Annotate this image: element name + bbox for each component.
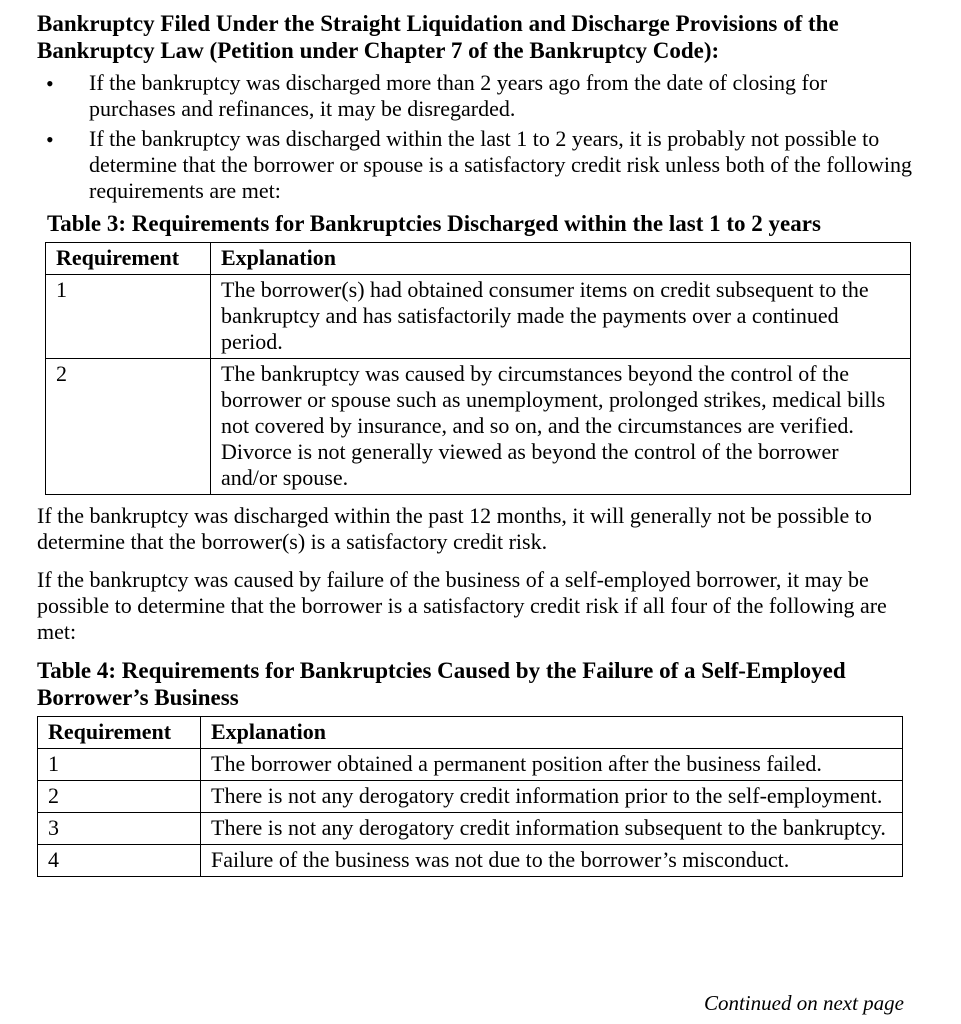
bullet-item xyxy=(37,70,917,122)
column-header-explanation: Explanation xyxy=(211,243,911,275)
table3-caption: Table 3: Requirements for Bankruptcies Discharged within the last 1 to 2 years xyxy=(47,211,821,236)
table-header-row xyxy=(46,243,911,275)
table-header-row xyxy=(38,717,903,749)
requirement-cell: 2 xyxy=(38,781,201,813)
requirement-cell: 4 xyxy=(38,845,201,877)
section-heading: Bankruptcy Filed Under the Straight Liquidation and Discharge Provisions of the Bankruptcy Law (Petition under Chapter 7 of the Bankruptcy Code): xyxy=(37,11,839,63)
explanation-cell: There is not any derogatory credit information subsequent to the bankruptcy. xyxy=(201,813,903,845)
paragraph: If the bankruptcy was discharged within the past 12 months, it will generally not be possible to determine that the borrower(s) is a satisfactory credit risk. xyxy=(37,503,872,554)
table-row xyxy=(38,845,903,877)
table-row xyxy=(46,275,911,359)
explanation-cell: Failure of the business was not due to the borrower’s misconduct. xyxy=(201,845,903,877)
column-header-requirement: Requirement xyxy=(46,243,211,275)
explanation-cell: The borrower obtained a permanent position after the business failed. xyxy=(201,749,903,781)
table-row xyxy=(38,781,903,813)
table-row xyxy=(38,749,903,781)
paragraph: If the bankruptcy was caused by failure of the business of a self-employed borrower, it may be possible to determine that the borrower is a satisfactory credit risk if all four of the following are met: xyxy=(37,567,887,644)
bullet-text: If the bankruptcy was discharged within the last 1 to 2 years, it is probably not possible to determine that the borrower or spouse is a satisfactory credit risk unless both of the following requirements are met: xyxy=(89,126,912,203)
table-row xyxy=(38,813,903,845)
requirement-cell: 3 xyxy=(38,813,201,845)
column-header-requirement: Requirement xyxy=(38,717,201,749)
document-page xyxy=(37,10,917,877)
explanation-cell: The bankruptcy was caused by circumstances beyond the control of the borrower or spouse such as unemployment, prolonged strikes, medical bills not covered by insurance, and so on, and the circumstances are verified. Divorce is not generally viewed as beyond the control of the borrower and/or spouse. xyxy=(211,359,911,495)
bullet-icon: • xyxy=(46,127,54,152)
requirement-cell: 2 xyxy=(46,359,211,495)
explanation-cell: There is not any derogatory credit information prior to the self-employment. xyxy=(201,781,903,813)
table3 xyxy=(45,242,911,495)
requirement-cell: 1 xyxy=(38,749,201,781)
table-row xyxy=(46,359,911,495)
continued-note: Continued on next page xyxy=(703,991,904,1015)
bullet-list xyxy=(37,70,917,204)
bullet-text: If the bankruptcy was discharged more than 2 years ago from the date of closing for purchases and refinances, it may be disregarded. xyxy=(89,70,828,121)
table4 xyxy=(37,716,903,877)
explanation-cell: The borrower(s) had obtained consumer items on credit subsequent to the bankruptcy and has satisfactorily made the payments over a continued period. xyxy=(211,275,911,359)
column-header-explanation: Explanation xyxy=(201,717,903,749)
bullet-icon: • xyxy=(46,71,54,96)
requirement-cell: 1 xyxy=(46,275,211,359)
bullet-item xyxy=(37,126,917,204)
table4-caption: Table 4: Requirements for Bankruptcies Caused by the Failure of a Self-Employed Borrower’s Business xyxy=(37,658,846,710)
